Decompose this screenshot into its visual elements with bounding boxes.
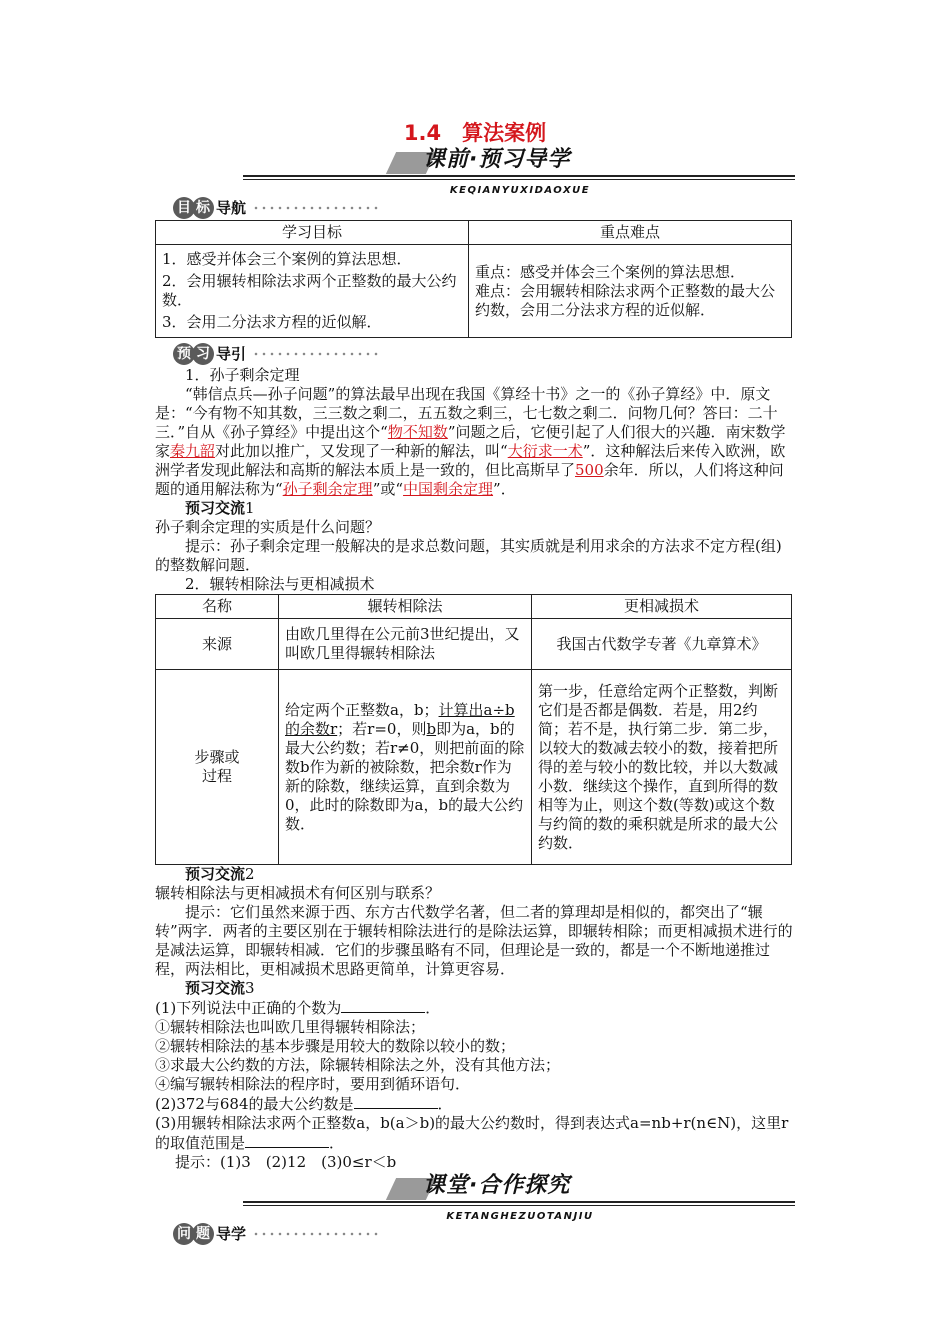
document-page bbox=[155, 118, 795, 1246]
row-label: 来源 bbox=[156, 619, 279, 670]
fill-blank bbox=[341, 998, 425, 1013]
key-points bbox=[469, 245, 792, 338]
banner-title: 课堂·合作探究 bbox=[423, 1173, 571, 1198]
section-head-preview bbox=[173, 342, 795, 366]
answer-blank: 孙子剩余定理 bbox=[282, 480, 373, 498]
fill-blank bbox=[245, 1133, 329, 1148]
option: ③求最大公约数的方法，除辗转相除法之外，没有其他方法； bbox=[155, 1056, 561, 1074]
list-item: 2．会用辗转相除法求两个正整数的最大公约数． bbox=[162, 272, 457, 309]
table-header: 名称 bbox=[156, 595, 279, 619]
exchange-heading: 预习交流1 bbox=[185, 499, 255, 517]
list-item: 1．感受并体会三个案例的算法思想． bbox=[162, 250, 412, 268]
banner-subtitle: KETANGHEZUOTANJIU bbox=[446, 1211, 594, 1222]
goals-table bbox=[155, 220, 792, 338]
exchange-heading: 预习交流2 bbox=[185, 865, 255, 883]
banner-rule bbox=[243, 175, 795, 180]
paragraph: “韩信点兵—孙子问题”的算法最早出现在我国《算经十书》之一的《孙子算经》中．原文是：“今有物不知其数，三三数之剩二，五五数之剩三，七七数之剩二．问物几何？答曰：二十三．”自从《孙子算经》中提出这个“物不知数”问题之后，它便引起了人们很大的兴趣．南宋数学家秦九韶对此加以推广，又发现了一种新的解法，叫“大衍求一术”．这种解法后来传入欧洲，欧洲学者发现此解法和高斯的解法本质上是一致的，但比高斯早了500余年．所以，人们将这种问题的通用解法称为“孙子剩余定理”或“中国剩余定理”． bbox=[155, 385, 786, 498]
hint: 提示：孙子剩余定理一般解决的是求总数问题，其实质就是利用求余的方法求不定方程(组)的整数解问题． bbox=[155, 537, 782, 574]
table-cell: 由欧几里得在公元前3世纪提出，又叫欧几里得辗转相除法 bbox=[279, 619, 532, 670]
section-label: 导学 bbox=[216, 1224, 247, 1243]
exchange-heading: 预习交流3 bbox=[185, 979, 255, 997]
question: (3)用辗转相除法求两个正整数a，b(a＞b)的最大公约数时，得到表达式a=nb+r(n∈N)，这里r的取值范围是 ． bbox=[155, 1114, 789, 1152]
section-head-questions bbox=[173, 1222, 795, 1246]
banner-subtitle: KEQIANYUXIDAOXUE bbox=[449, 185, 591, 196]
question: (1)下列说法中正确的个数为 ． bbox=[155, 999, 441, 1017]
row-label: 步骤或过程 bbox=[156, 670, 279, 865]
subsection-heading: 1．孙子剩余定理 bbox=[185, 366, 300, 384]
goal-list bbox=[156, 245, 469, 338]
section-label: 导航 bbox=[216, 198, 247, 217]
dotted-leader bbox=[252, 205, 382, 211]
hint: 提示：(1)3 (2)12 (3)0≤r＜b bbox=[175, 1153, 397, 1171]
section-head-goals bbox=[173, 196, 795, 220]
question: 辗转相除法与更相减损术有何区别与联系？ bbox=[155, 884, 441, 902]
option: ④编写辗转相除法的程序时，要用到循环语句． bbox=[155, 1075, 471, 1093]
section-badge: 预 bbox=[173, 343, 195, 365]
table-header: 学习目标 bbox=[156, 221, 469, 245]
section-badge: 标 bbox=[192, 197, 214, 219]
answer-blank: 500 bbox=[575, 461, 604, 479]
section-badge: 问 bbox=[173, 1223, 195, 1245]
list-item: 3．会用二分法求方程的近似解． bbox=[162, 313, 382, 331]
banner-title: 课前·预习导学 bbox=[423, 147, 571, 172]
table-cell: 给定两个正整数a，b；计算出a÷b的余数r；若r=0，则b即为a，b的最大公约数；若r≠0，则把前面的除数b作为新的被除数，把余数r作为新的除数，继续运算，直到余数为0，此时的除数即为a，b的最大公约数． bbox=[279, 670, 532, 865]
table-header: 辗转相除法 bbox=[279, 595, 532, 619]
answer-blank: 物不知数 bbox=[387, 423, 448, 441]
section-badge: 习 bbox=[192, 343, 214, 365]
section-badge: 目 bbox=[173, 197, 195, 219]
difficult-point: 难点：会用辗转相除法求两个正整数的最大公约数，会用二分法求方程的近似解． bbox=[475, 281, 776, 319]
answer-blank: 中国剩余定理 bbox=[403, 480, 494, 498]
table-header: 重点难点 bbox=[469, 221, 792, 245]
comparison-table bbox=[155, 594, 792, 865]
banner-preview bbox=[155, 147, 795, 196]
hint: 提示：它们虽然来源于西、东方古代数学名著，但二者的算理却是相似的，都突出了“辗转”两字．两者的主要区别在于辗转相除法进行的是除法运算，即辗转相除；而更相减损术进行的是减法运算，即辗转相减．它们的步骤虽略有不同，但理论是一致的，都是一个不断地递推过程，两法相比，更相减损术思路更简单，计算更容易． bbox=[155, 903, 793, 978]
section-label: 导引 bbox=[216, 344, 247, 363]
fill-blank bbox=[354, 1094, 438, 1109]
question: (2)372与684的最大公约数是 ． bbox=[155, 1095, 453, 1113]
banner-rule bbox=[243, 1201, 795, 1206]
dotted-leader bbox=[252, 1231, 382, 1237]
option: ②辗转相除法的基本步骤是用较大的数除以较小的数； bbox=[155, 1037, 516, 1055]
dotted-leader bbox=[252, 351, 382, 357]
table-cell: 第一步，任意给定两个正整数，判断它们是否都是偶数．若是，用2约简；若不是，执行第二步．第二步，以较大的数减去较小的数，接着把所得的差与较小的数比较，并以大数减小数．继续这个操作，直到所得的数相等为止，则这个数(等数)或这个数与约简的数的乘积就是所求的最大公约数． bbox=[532, 670, 792, 865]
subsection-heading: 2．辗转相除法与更相减损术 bbox=[185, 575, 375, 593]
option: ①辗转相除法也叫欧几里得辗转相除法； bbox=[155, 1018, 426, 1036]
section-badge: 题 bbox=[192, 1223, 214, 1245]
banner-classroom bbox=[155, 1173, 795, 1222]
question: 孙子剩余定理的实质是什么问题？ bbox=[155, 518, 381, 536]
answer-blank: 秦九韶 bbox=[170, 442, 216, 460]
page-title: 1.4 算法案例 bbox=[403, 121, 547, 145]
answer-blank: 大衍求一术 bbox=[507, 442, 583, 460]
key-point: 重点：感受并体会三个案例的算法思想． bbox=[475, 262, 746, 281]
table-cell: 我国古代数学专著《九章算术》 bbox=[532, 619, 792, 670]
table-header: 更相减损术 bbox=[532, 595, 792, 619]
